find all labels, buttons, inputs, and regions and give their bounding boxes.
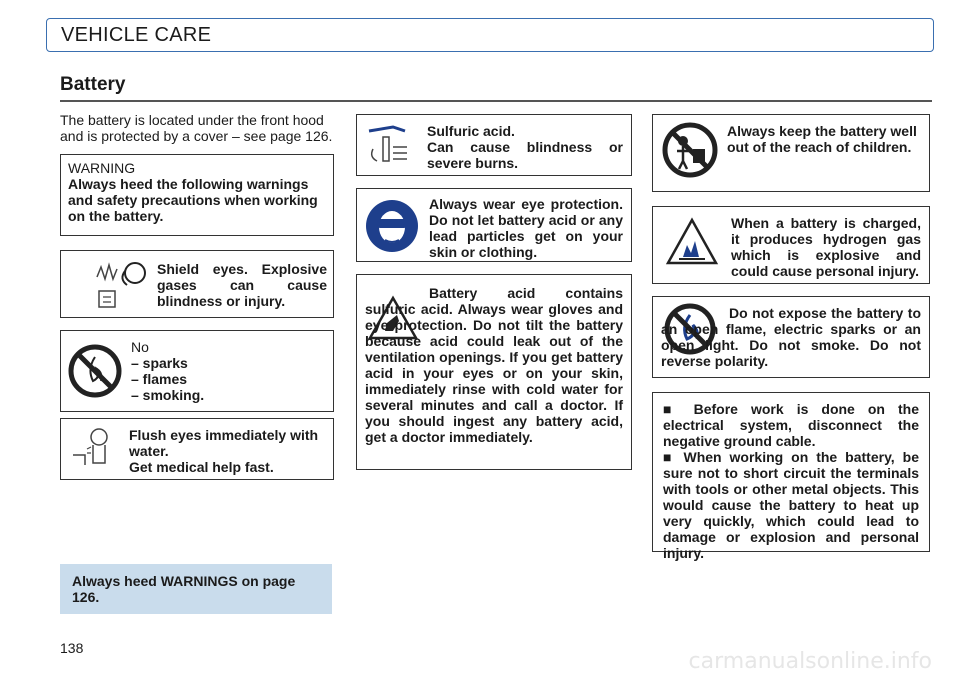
section-title: Battery [60, 74, 126, 95]
chapter-title: VEHICLE CARE [61, 24, 212, 46]
eye-protection-text: Always wear eye protection. Do not let battery acid or any lead particles get on your skin or clothing. [429, 196, 623, 260]
warnings-note: Always heed WARNINGS on page 126. [60, 564, 332, 614]
chapter-header [46, 18, 934, 52]
eye-wash-icon [67, 423, 123, 480]
keep-from-children-icon [661, 121, 719, 184]
electrical-para-2: ■ When working on the battery, be sure not to short circuit the terminals with tools or other metal objects. This would cause the battery to heat up very quickly, which could lead to damage or explosion and personal injury. [663, 449, 919, 561]
page-number: 138 [60, 640, 84, 656]
electrical-para-1: ■ Before work is done on the electrical system, disconnect the negative ground cable. [663, 401, 919, 449]
acid-icon [363, 121, 419, 176]
battery-acid-text: Battery acid contains sulfuric acid. Always wear gloves and eye protection. Do not tilt the battery because acid could leak out of the ventilation openings. If you get battery acid in your eyes or on your skin, immediately rinse with cold water for several minutes and call a doctor. If you should ingest any battery acid, get a doctor immediately. [365, 285, 623, 445]
watermark: carmanualsonline.info [688, 649, 932, 674]
sulfuric-acid-text [427, 123, 623, 171]
sulfuric-acid-box [356, 114, 632, 176]
face-shield-icon [91, 257, 155, 316]
warning-body: Always heed the following warnings and safety precautions when working on the battery. [68, 176, 318, 224]
open-flame-box [652, 296, 930, 378]
eye-protection-box [356, 188, 632, 262]
open-flame-text: Do not expose the battery to an open flame, electric sparks or an open light. Do not smoke. Do not reverse polarity. [661, 305, 921, 369]
flush-eyes-text [129, 427, 329, 475]
no-sparks-box [60, 330, 334, 412]
children-box [652, 114, 930, 192]
battery-acid-box [356, 274, 632, 470]
hydrogen-box [652, 206, 930, 284]
intro-text: The battery is located under the front hood and is protected by a cover – see page 126. [60, 112, 333, 144]
section-divider [60, 100, 932, 102]
no-list [131, 339, 204, 403]
eye-protection-icon [363, 197, 421, 260]
flush-line-1: Flush eyes immediately with water. [129, 427, 319, 459]
no-fire-icon [67, 343, 123, 404]
hydrogen-text: When a battery is charged, it produces hydrogen gas which is explosive and could cause personal injury. [731, 215, 921, 279]
no-heading: No [131, 339, 149, 355]
children-text: Always keep the battery well out of the reach of children. [727, 123, 917, 155]
no-item: – smoking. [131, 387, 205, 403]
electrical-system-box [652, 392, 930, 561]
warning-heading: WARNING [68, 160, 136, 176]
acid-line-2: Can cause blindness or severe burns. [427, 139, 623, 171]
shield-eyes-box [60, 250, 334, 318]
explosion-warning-icon [665, 217, 719, 272]
warning-box [60, 154, 334, 236]
acid-line-1: Sulfuric acid. [427, 123, 515, 139]
shield-eyes-text: Shield eyes. Explosive gases can cause blindness or injury. [157, 261, 327, 309]
flush-eyes-box [60, 418, 334, 480]
no-item: – sparks [131, 355, 188, 371]
no-item: – flames [131, 371, 188, 387]
flush-line-2: Get medical help fast. [129, 459, 274, 475]
